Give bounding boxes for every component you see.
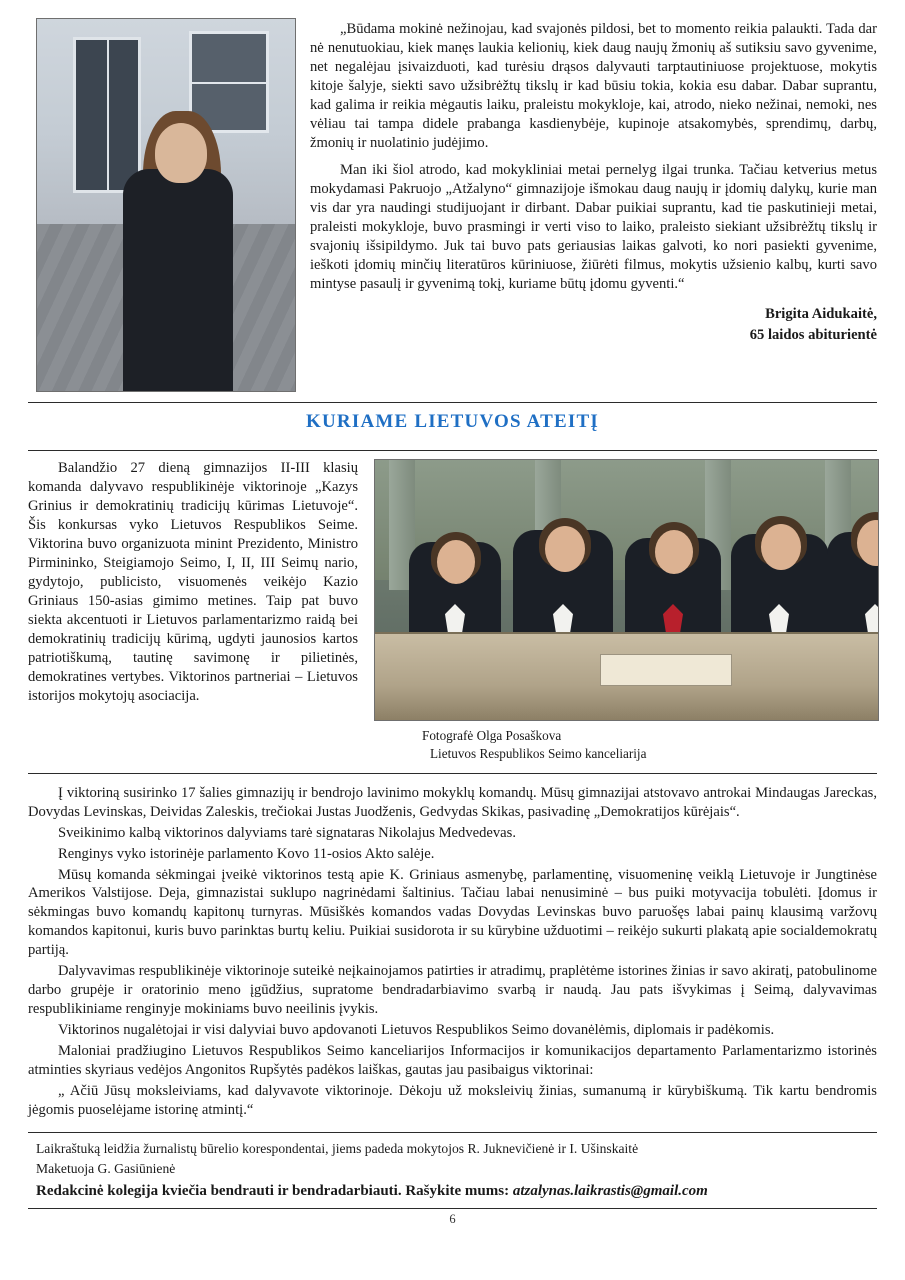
photo-caption-source: Lietuvos Respublikos Seimo kanceliarija xyxy=(430,745,647,761)
body-paragraph-4: Mūsų komanda sėkmingai įveikė viktorinos testą apie K. Griniaus asmenybę, parlamentinę, visuomeninę veiklą Lietuvoje ir Jungtinėse Amerikos Valstijose. Deja, gimnazistai suklupo nagrinėdami šaltinius. Tačiau labai nenusiminė – bus puiki motyvacija tobulėti. Įdomus ir sėkmingas buvo komandų kapitonų turnyras. Mūsiškės komandos vadas Dovydas Levinskas buvo paruošęs labai painų klausimą varžovų komandos kapitonui, kuris buvo parinktas burtų keliu. Puikiai susidorota ir su kūrybine užduotimi – reikėjo sukurti plakatą apie socialdemokratų partiją. xyxy=(28,866,877,959)
body-paragraph-2: Sveikinimo kalbą viktorinos dalyviams tarė signataras Nikolajus Medvedevas. xyxy=(58,824,516,841)
photo-student-2-head xyxy=(545,526,585,572)
photo-person-head xyxy=(155,123,207,183)
divider-footer xyxy=(28,1132,877,1133)
signature-role: 65 laidos abiturientė xyxy=(749,326,877,343)
footer-contact-line xyxy=(28,1180,877,1200)
photo-desk-plate xyxy=(600,654,732,686)
lead-paragraph-2: Man iki šiol atrodo, kad mokykliniai metai pernelyg ilgai trunka. Tačiau ketverius metus mokydamasi Pakruojo „Atžalyno“ gimnazijoje išmokau daug naujų ir įdomių dalykų, kurie man vis dar yra naudingi studijuojant ir dirbant. Dabar puikiai suprantu, kad tie paskutinieji metai, praleisti mokykloje, buvo prasmingi ir verti viso to laiko, praleisto siekiant užsibrėžtų tikslų ir svajonių išsipildymo. Juk tai buvo pats geriausias laikas galvoti, ko nori pasiekti gyvenime, ieškoti įdomių minčių literatūros kūriniuose, žiūrėti filmus, mokytis užsienio kalbų, kurti savo mintyse pasaulį ir gyvenimą tokį, kuriame būtų įdomu gyventi.“ xyxy=(310,161,877,292)
photo-door xyxy=(73,37,141,193)
body-paragraph-6: Viktorinos nugalėtojai ir visi dalyviai buvo apdovanoti Lietuvos Respublikos Seimo dovanėlėmis, diplomais ir padėkomis. xyxy=(58,1022,775,1039)
body-paragraph-1: Į viktoriną susirinko 17 šalies gimnazijų ir bendrojo lavinimo mokyklų komandų. Mūsų gimnazijai atstovavo antrokai Mindaugas Jareckas, Dovydas Levinskas, Deividas Zaleskis, trečiokai Justas Juodženis, Gedvydas Skikas, pasivadinę „Demokratijos kūrėjais“. xyxy=(28,784,877,820)
footer-contact-prefix: Redakcinė kolegija kviečia bendrauti ir bendradarbiauti. Rašykite mums: xyxy=(36,1182,513,1199)
footer-layout-line: Maketuoja G. Gasiūnienė xyxy=(36,1161,176,1177)
photo-caption-photographer: Fotografė Olga Posaškova xyxy=(422,728,562,743)
body-paragraph-7: Maloniai pradžiugino Lietuvos Respublikos Seimo kanceliarijos Informacijos ir komunikacijos departamento Parlamentarizmo istorinės atminties skyriaus vedėjos Angonitos Rupšytės padėkos laiškas, gautas jau pasibaigus viktorinai: xyxy=(28,1043,877,1079)
body-paragraph-5: Dalyvavimas respublikinėje viktorinoje suteikė neįkainojamos patirties ir atradimų, praplėtėme istorines žinias ir savo akiratį, patobulinome darbo grupėje ir oratorinio meno įgūdžius, supratome bendradarbiavimo svarbą ir naudą. Jau pats išvykimas į Seimą, dalyvavimas respublikiniame renginyje mokiniams buvo neeilinis įvykis. xyxy=(28,963,877,1018)
photo-student-1-head xyxy=(437,540,475,584)
page-number: 6 xyxy=(449,1211,456,1226)
photo-student-4-head xyxy=(761,524,801,570)
article-signature xyxy=(310,304,877,346)
lead-paragraph-1: „Būdama mokinė nežinojau, kad svajonės pildosi, bet to momento reikia palaukti. Tada dar nė nenutuokiau, kiek manęs laukia kelionių, kiek daug naujų žmonių aš sutiksiu savo gyvenime, net negalėjau įsivaizduoti, kad turėsiu drąsos dalyvauti tarptautiniuose projektuose, mokytis kitoje šalyje, siekti savo užsibrėžtų tikslų ir kad būsiu tokia, kokia esu dabar. Dabar suprantu, kad galima ir reikia mėgautis laiku, praleistu mokykloje, kai, atrodo, nieko nežinai, nemoki, nes vėliau tai tampa didele prabanga kasdienybėje, kupinoje atsakomybės, sprendimų, darbų, žmonių ir nuolatinio judėjimo. xyxy=(310,21,877,151)
middle-section xyxy=(28,451,877,763)
signature-name: Brigita Aidukaitė, xyxy=(765,305,877,322)
group-photo-container xyxy=(374,459,877,763)
student-portrait-photo xyxy=(36,18,296,392)
body-article xyxy=(28,774,877,1120)
photo-caption xyxy=(374,721,877,763)
body-paragraph-3: Renginys vyko istorinėje parlamento Kovo 11-osios Akto salėje. xyxy=(58,845,435,862)
lead-article-text xyxy=(310,18,877,346)
photo-student-3-head xyxy=(655,530,693,574)
body-paragraph-8: „ Ačiū Jūsų moksleiviams, kad dalyvavote viktorinoje. Dėkoju už moksleivių žinias, sumanumą ir kūrybiškumą. Tik kartu bendromis jėgomis puoselėjame istorinę atmintį.“ xyxy=(28,1083,877,1119)
photo-person-coat xyxy=(123,169,233,392)
middle-article-text xyxy=(28,459,358,706)
section-heading: KURIAME LIETUVOS ATEITĮ xyxy=(306,411,599,432)
students-group-photo xyxy=(374,459,879,721)
middle-paragraph: Balandžio 27 dieną gimnazijos II-III klasių komanda dalyvavo respublikinėje viktorinoje „Kazys Grinius ir demokratinių tradicijų kūrimas Lietuvoje“. Šis konkursas vyko Lietuvos Respublikos Seime. Viktorina buvo organizuota minint Prezidento, Ministro Pirmininko, Steigiamojo Seimo, I, II, III Seimų nario, gydytojo, publicisto, visuomenės veikėjo Kazio Griniaus 150-asias gimimo metines. Taip pat buvo siekta akcentuoti ir Lietuvos parlamentarizmo raidą bei demokratinių tradicijų kūrimą, ugdyti jaunosios kartos patriotiškumą, tautinę savimonę ir pilietinės, demokratines vertybes. Viktorinos partneriai – Lietuvos istorijos mokytojų asociacija. xyxy=(28,460,358,704)
footer-email-link[interactable]: atzalynas.laikrastis@gmail.com xyxy=(512,1182,708,1199)
top-section xyxy=(28,18,877,392)
portrait-photo-container xyxy=(28,18,296,392)
footer-credits-line: Laikraštuką leidžia žurnalistų būrelio korespondentai, jiems padeda mokytojos R. Juknevičienė ir I. Ušinskaitė xyxy=(36,1141,639,1157)
